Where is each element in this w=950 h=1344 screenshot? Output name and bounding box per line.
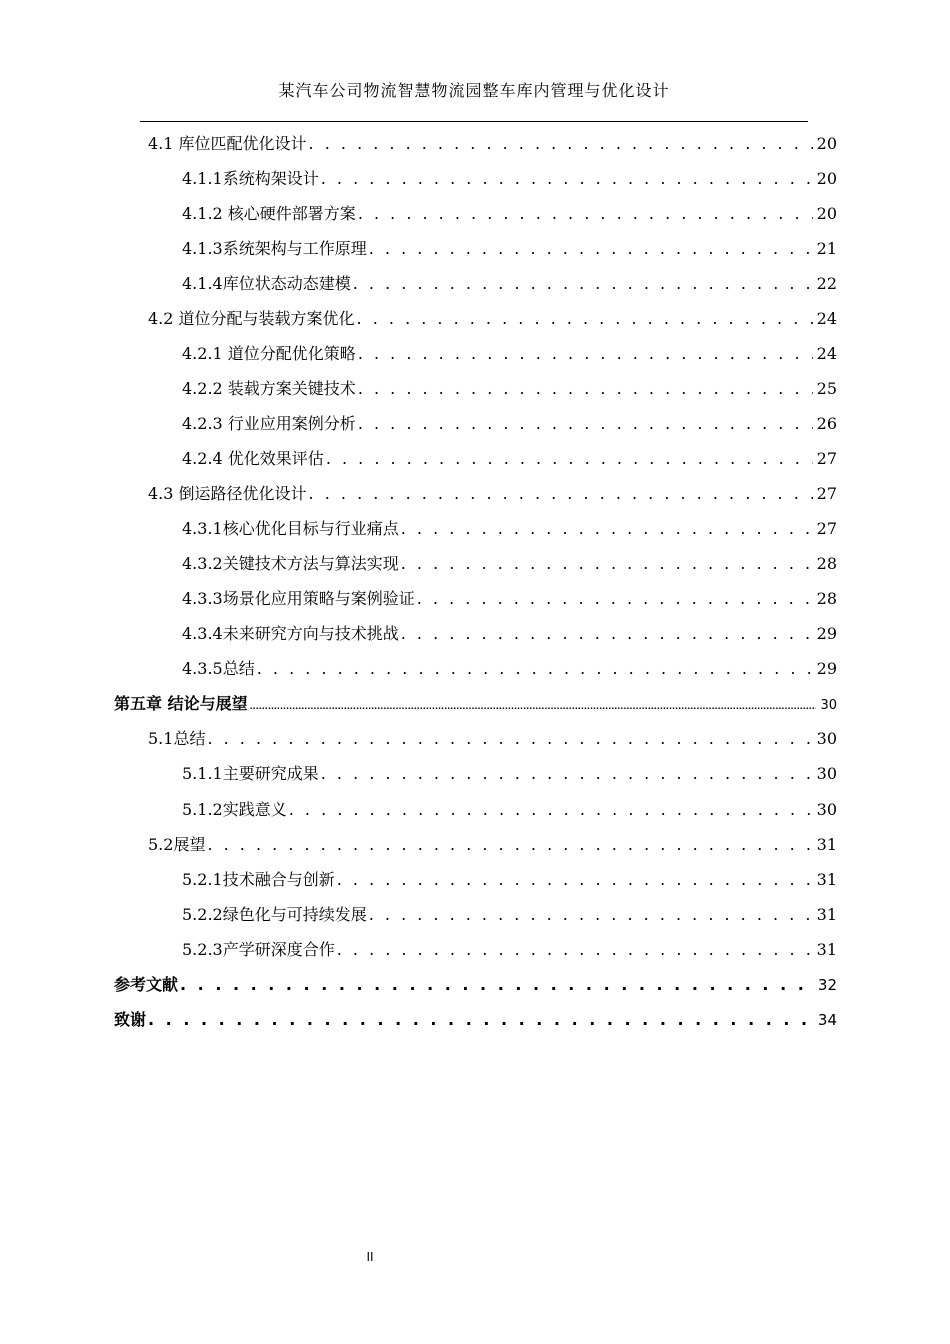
toc-entry-title: 5.1.1主要研究成果	[182, 764, 319, 783]
toc-entry-page: 27	[816, 519, 837, 538]
toc-entry-title: 5.1总结	[148, 729, 206, 748]
toc-entry-title: 致谢	[114, 1010, 147, 1029]
toc-entry-title: 4.3.4未来研究方向与技术挑战	[182, 624, 399, 643]
toc-entry-page: 24	[816, 309, 837, 328]
page-number: II	[366, 1250, 374, 1264]
toc-entry-title: 5.2.1技术融合与创新	[182, 870, 335, 889]
toc-entry[interactable]	[182, 934, 837, 966]
toc-entry-title: 参考文献	[114, 975, 179, 994]
toc-entry-page: 20	[816, 134, 837, 153]
toc-entry-page: 30	[816, 800, 837, 819]
toc-leader	[148, 1004, 814, 1036]
toc-entry-title: 4.3 倒运路径优化设计	[148, 484, 307, 503]
toc-entry-page: 34	[817, 1011, 837, 1029]
toc-entry[interactable]	[182, 198, 837, 230]
toc-leader	[358, 373, 813, 405]
toc-entry[interactable]	[182, 163, 837, 195]
toc-entry[interactable]	[182, 408, 837, 440]
toc-leader	[257, 653, 813, 685]
toc-entry[interactable]	[182, 653, 837, 685]
toc-entry-page: 30	[816, 729, 837, 748]
toc-entry-page: 30	[816, 764, 837, 783]
toc-entry-page: 20	[816, 169, 837, 188]
toc-leader	[357, 303, 813, 335]
toc-leader	[321, 163, 813, 195]
toc-chapter-entry[interactable]	[114, 969, 837, 1001]
toc-entry-title: 5.2.2绿色化与可持续发展	[182, 905, 367, 924]
toc-chapter-entry[interactable]	[114, 688, 837, 720]
toc-leader	[358, 338, 813, 370]
toc-entry-title: 4.2.3 行业应用案例分析	[182, 414, 356, 433]
toc-entry[interactable]	[182, 373, 837, 405]
toc-leader	[369, 899, 813, 931]
toc-entry-page: 29	[816, 624, 837, 643]
toc-leader	[337, 934, 813, 966]
toc-entry[interactable]	[148, 303, 837, 335]
toc-entry-page: 29	[816, 659, 837, 678]
toc-leader	[289, 794, 813, 826]
toc-entry[interactable]	[182, 618, 837, 650]
toc-leader	[401, 618, 813, 650]
toc-leader	[250, 691, 817, 723]
toc-leader	[309, 478, 813, 510]
toc-leader	[353, 268, 813, 300]
toc-leader	[358, 198, 813, 230]
toc-entry-page: 31	[816, 940, 837, 959]
toc-leader	[207, 829, 812, 861]
toc-entry[interactable]	[182, 548, 837, 580]
toc-entry-title: 5.1.2实践意义	[182, 800, 287, 819]
toc-entry[interactable]	[148, 829, 837, 861]
toc-leader	[309, 128, 813, 160]
toc-leader	[337, 864, 813, 896]
toc-entry-title: 4.1 库位匹配优化设计	[148, 134, 307, 153]
toc-entry-page: 31	[816, 905, 837, 924]
toc-leader	[401, 548, 813, 580]
toc-entry[interactable]	[148, 128, 837, 160]
toc-leader	[417, 583, 813, 615]
toc-entry-page: 26	[816, 414, 837, 433]
toc-entry-title: 4.2.4 优化效果评估	[182, 449, 324, 468]
toc-entry-title: 4.1.4库位状态动态建模	[182, 274, 351, 293]
toc-entry-page: 20	[816, 204, 837, 223]
toc-entry-page: 24	[816, 344, 837, 363]
toc-entry[interactable]	[148, 723, 837, 755]
toc-leader	[326, 443, 813, 475]
toc-entry[interactable]	[148, 478, 837, 510]
toc-entry-page: 30	[820, 698, 837, 713]
toc-entry[interactable]	[182, 758, 837, 790]
toc-entry-title: 4.3.2关键技术方法与算法实现	[182, 554, 399, 573]
toc-entry[interactable]	[182, 233, 837, 265]
toc-leader	[180, 969, 814, 1001]
toc-entry[interactable]	[182, 794, 837, 826]
toc-entry-page: 27	[816, 449, 837, 468]
toc-chapter-entry[interactable]	[114, 1004, 837, 1036]
toc-leader	[369, 233, 813, 265]
toc-entry-title: 4.2.2 装载方案关键技术	[182, 379, 356, 398]
header-rule	[140, 121, 808, 122]
toc-leader	[358, 408, 813, 440]
toc-entry-page: 22	[816, 274, 837, 293]
toc-entry-page: 31	[816, 870, 837, 889]
toc-leader	[207, 723, 812, 755]
toc-entry-page: 28	[816, 554, 837, 573]
toc-entry[interactable]	[182, 443, 837, 475]
toc-entry[interactable]	[182, 513, 837, 545]
toc-entry-title: 4.1.1系统构架设计	[182, 169, 319, 188]
toc-leader	[321, 758, 813, 790]
toc-entry-title: 4.2 道位分配与装载方案优化	[148, 309, 355, 328]
toc-entry[interactable]	[182, 864, 837, 896]
toc-entry-page: 32	[817, 976, 837, 994]
running-header: 某汽车公司物流智慧物流园整车库内管理与优化设计	[278, 81, 670, 100]
toc-entry-title: 第五章 结论与展望	[114, 694, 248, 713]
toc-entry-title: 4.3.3场景化应用策略与案例验证	[182, 589, 415, 608]
toc-entry-title: 4.3.1核心优化目标与行业痛点	[182, 519, 399, 538]
toc-entry-page: 28	[816, 589, 837, 608]
toc-entry[interactable]	[182, 583, 837, 615]
toc-entry-page: 21	[816, 239, 837, 258]
toc-entry-page: 25	[816, 379, 837, 398]
toc-entry-title: 5.2展望	[148, 835, 206, 854]
toc-entry-title: 4.3.5总结	[182, 659, 255, 678]
toc-entry-title: 4.2.1 道位分配优化策略	[182, 344, 356, 363]
toc-leader	[401, 513, 813, 545]
toc-entry-page: 27	[816, 484, 837, 503]
toc-entry-title: 4.1.3系统架构与工作原理	[182, 239, 367, 258]
toc-entry[interactable]	[182, 899, 837, 931]
toc-entry[interactable]	[182, 268, 837, 300]
toc-entry-title: 4.1.2 核心硬件部署方案	[182, 204, 356, 223]
toc-entry[interactable]	[182, 338, 837, 370]
toc-entry-page: 31	[816, 835, 837, 854]
toc-entry-title: 5.2.3产学研深度合作	[182, 940, 335, 959]
